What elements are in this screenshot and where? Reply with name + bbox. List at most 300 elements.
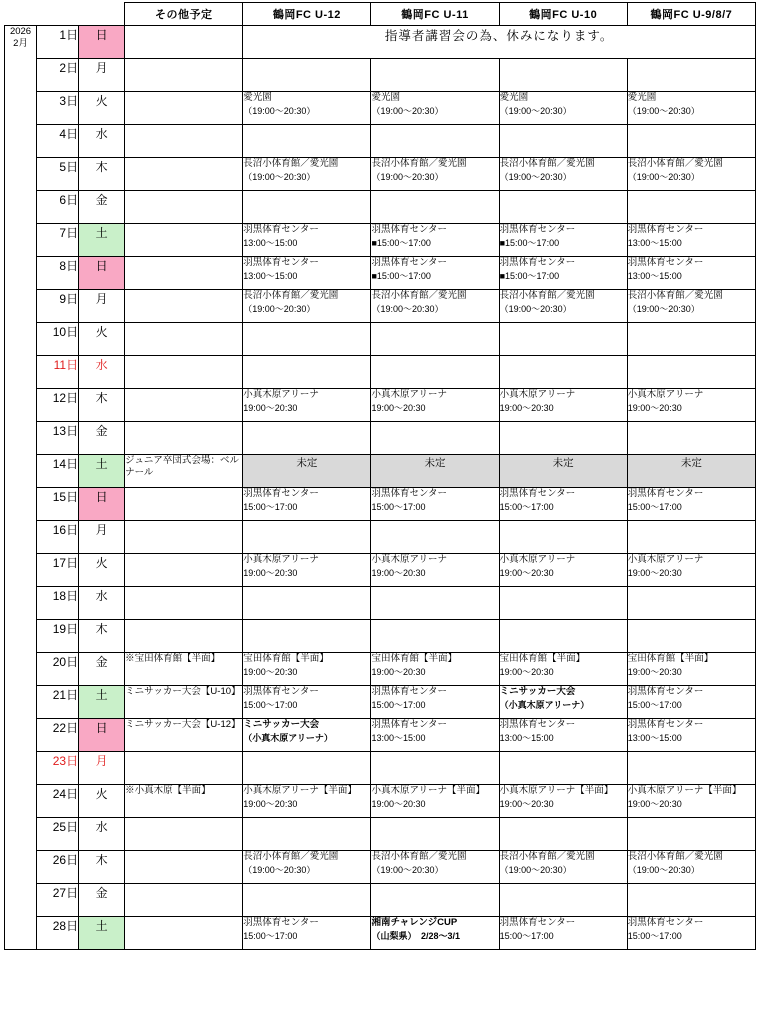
day-number: 21日 <box>37 686 79 719</box>
event-venue: 長沼小体育館／愛光園 <box>243 290 339 301</box>
event-cell[interactable] <box>371 290 499 323</box>
event-venue: 小真木原アリーナ <box>499 389 576 400</box>
day-of-week: 日 <box>79 26 125 59</box>
day-of-week: 火 <box>79 785 125 818</box>
day-number: 16日 <box>37 521 79 554</box>
event-cell[interactable] <box>627 224 755 257</box>
event-cell[interactable] <box>371 356 499 389</box>
day-of-week: 日 <box>79 719 125 752</box>
event-time: （19:00～20:30） <box>243 864 316 875</box>
calendar-sheet <box>0 2 760 1026</box>
event-cell[interactable] <box>243 191 371 224</box>
event-cell[interactable] <box>371 59 499 92</box>
schedule-table <box>4 2 756 950</box>
column-header-team-1: 鶴岡FC U-12 <box>243 3 371 26</box>
table-header-row <box>5 3 756 26</box>
other-schedule-line: ジュニア卒団式 <box>125 455 192 466</box>
event-time: ■15:00～17:00 <box>499 270 560 281</box>
event-cell[interactable] <box>243 719 371 752</box>
other-schedule-cell[interactable] <box>125 92 243 125</box>
event-cell[interactable] <box>627 818 755 851</box>
event-venue: 小真木原アリーナ【半面】 <box>243 785 357 796</box>
undecided-cell[interactable]: 未定 <box>499 455 627 488</box>
event-cell[interactable] <box>371 554 499 587</box>
other-schedule-cell[interactable] <box>125 488 243 521</box>
event-venue: 羽黒体育センター <box>627 917 704 928</box>
event-venue: 湘南チャレンジCUP <box>371 917 458 928</box>
event-cell[interactable] <box>499 125 627 158</box>
event-cell[interactable] <box>499 290 627 323</box>
event-cell[interactable] <box>371 752 499 785</box>
other-schedule-cell[interactable] <box>125 422 243 455</box>
day-of-week: 木 <box>79 389 125 422</box>
event-venue: 長沼小体育館／愛光園 <box>627 290 723 301</box>
event-cell[interactable] <box>499 323 627 356</box>
day-number: 13日 <box>37 422 79 455</box>
event-cell[interactable] <box>499 785 627 818</box>
day-of-week: 月 <box>79 752 125 785</box>
event-venue: 羽黒体育センター <box>243 917 319 928</box>
event-time: （19:00～20:30） <box>371 105 444 116</box>
event-cell[interactable] <box>627 323 755 356</box>
other-schedule-line: ミニサッカー大会【U-10】 <box>125 686 241 697</box>
event-cell[interactable] <box>371 818 499 851</box>
event-cell[interactable] <box>627 620 755 653</box>
event-time: 19:00～20:30 <box>499 666 554 677</box>
event-time: ■15:00～17:00 <box>499 237 560 248</box>
event-cell[interactable] <box>371 224 499 257</box>
other-schedule-cell[interactable] <box>125 521 243 554</box>
event-cell[interactable] <box>627 356 755 389</box>
corner-blank-day <box>37 3 79 26</box>
event-time: （19:00～20:30） <box>627 864 700 875</box>
day-number: 26日 <box>37 851 79 884</box>
event-cell[interactable] <box>243 488 371 521</box>
event-time: 19:00～20:30 <box>627 402 682 413</box>
event-time: （19:00～20:30） <box>243 105 316 116</box>
event-cell[interactable] <box>243 851 371 884</box>
day-number: 14日 <box>37 455 79 488</box>
event-cell[interactable] <box>371 785 499 818</box>
column-header-team-3: 鶴岡FC U-10 <box>499 3 627 26</box>
event-venue: 羽黒体育センター <box>499 917 576 928</box>
event-time: 19:00～20:30 <box>243 798 298 809</box>
event-venue: 羽黒体育センター <box>627 257 704 268</box>
day-number: 10日 <box>37 323 79 356</box>
table-row <box>5 653 756 686</box>
event-cell[interactable] <box>243 224 371 257</box>
other-schedule-line: ※小真木原【半面】 <box>125 785 211 796</box>
day-of-week: 水 <box>79 818 125 851</box>
event-time: ■15:00～17:00 <box>371 237 431 248</box>
event-cell[interactable] <box>371 686 499 719</box>
event-venue: 長沼小体育館／愛光園 <box>499 851 595 862</box>
day-number: 23日 <box>37 752 79 785</box>
event-cell[interactable] <box>627 59 755 92</box>
event-venue: 長沼小体育館／愛光園 <box>371 158 467 169</box>
table-row <box>5 587 756 620</box>
day-of-week: 月 <box>79 59 125 92</box>
event-venue: 羽黒体育センター <box>243 224 319 235</box>
other-schedule-cell[interactable] <box>125 125 243 158</box>
event-venue: 羽黒体育センター <box>371 257 448 268</box>
table-row <box>5 257 756 290</box>
event-time: 15:00～17:00 <box>243 501 298 512</box>
event-cell[interactable] <box>243 257 371 290</box>
event-cell[interactable] <box>499 587 627 620</box>
event-cell[interactable] <box>627 752 755 785</box>
event-venue: ミニサッカー大会 <box>499 686 576 697</box>
table-row <box>5 92 756 125</box>
event-cell[interactable] <box>627 92 755 125</box>
table-row <box>5 851 756 884</box>
event-cell[interactable] <box>371 257 499 290</box>
day-of-week: 月 <box>79 290 125 323</box>
event-time: （19:00～20:30） <box>371 171 444 182</box>
table-row <box>5 224 756 257</box>
event-time: 15:00～17:00 <box>627 930 682 941</box>
other-schedule-line: ミニサッカー大会【U-12】 <box>125 719 241 730</box>
event-cell[interactable] <box>627 125 755 158</box>
event-cell[interactable] <box>243 818 371 851</box>
event-time: 15:00～17:00 <box>243 699 298 710</box>
event-cell[interactable] <box>499 686 627 719</box>
event-venue: 長沼小体育館／愛光園 <box>499 158 595 169</box>
event-venue: 小真木原アリーナ【半面】 <box>371 785 486 796</box>
event-venue: 長沼小体育館／愛光園 <box>627 158 723 169</box>
event-cell[interactable] <box>627 587 755 620</box>
other-schedule-cell[interactable] <box>125 785 243 818</box>
event-venue: 小真木原アリーナ <box>499 554 576 565</box>
event-time: 13:00～15:00 <box>243 237 298 248</box>
undecided-cell[interactable]: 未定 <box>243 455 371 488</box>
day-of-week: 金 <box>79 191 125 224</box>
event-cell[interactable] <box>499 719 627 752</box>
event-time: 19:00～20:30 <box>371 402 426 413</box>
other-schedule-line: ※宝田体育館【半面】 <box>125 653 221 664</box>
day-number: 5日 <box>37 158 79 191</box>
day-of-week: 土 <box>79 917 125 950</box>
event-cell[interactable] <box>371 125 499 158</box>
event-cell[interactable] <box>243 653 371 686</box>
event-cell[interactable] <box>243 59 371 92</box>
event-venue: 羽黒体育センター <box>243 686 319 697</box>
event-cell[interactable] <box>499 884 627 917</box>
table-row <box>5 455 756 488</box>
event-venue: 宝田体育館【半面】 <box>627 653 714 664</box>
other-schedule-cell[interactable] <box>125 884 243 917</box>
event-cell[interactable] <box>627 719 755 752</box>
other-schedule-cell[interactable] <box>125 653 243 686</box>
event-cell[interactable] <box>499 917 627 950</box>
event-venue: 羽黒体育センター <box>627 488 704 499</box>
event-venue: 小真木原アリーナ【半面】 <box>499 785 614 796</box>
table-row <box>5 26 756 59</box>
event-cell[interactable] <box>371 323 499 356</box>
event-venue: 愛光園 <box>627 92 657 103</box>
event-venue: 羽黒体育センター <box>371 488 448 499</box>
event-cell[interactable] <box>371 884 499 917</box>
undecided-cell[interactable]: 未定 <box>371 455 499 488</box>
event-cell[interactable] <box>371 653 499 686</box>
event-cell[interactable] <box>499 488 627 521</box>
notice-cell: 指導者講習会の為、休みになります。 <box>243 26 756 59</box>
event-venue: 宝田体育館【半面】 <box>499 653 586 664</box>
event-cell[interactable] <box>627 554 755 587</box>
day-of-week: 水 <box>79 356 125 389</box>
event-time: （19:00～20:30） <box>499 864 572 875</box>
event-venue: 愛光園 <box>499 92 529 103</box>
day-number: 28日 <box>37 917 79 950</box>
event-cell[interactable] <box>371 422 499 455</box>
other-schedule-cell[interactable] <box>125 224 243 257</box>
day-number: 7日 <box>37 224 79 257</box>
day-of-week: 水 <box>79 125 125 158</box>
other-schedule-cell[interactable] <box>125 752 243 785</box>
event-time: 13:00～15:00 <box>243 270 298 281</box>
other-schedule-cell[interactable] <box>125 719 243 752</box>
event-cell[interactable] <box>499 752 627 785</box>
event-venue: 羽黒体育センター <box>499 719 576 730</box>
event-time: 15:00～17:00 <box>499 501 554 512</box>
event-venue: 小真木原アリーナ <box>371 554 448 565</box>
event-venue: 羽黒体育センター <box>499 488 576 499</box>
event-cell[interactable] <box>499 422 627 455</box>
event-venue: 小真木原アリーナ【半面】 <box>627 785 742 796</box>
event-time: 19:00～20:30 <box>371 666 426 677</box>
event-venue: 羽黒体育センター <box>371 686 448 697</box>
event-time: 19:00～20:30 <box>243 402 298 413</box>
event-cell[interactable] <box>627 158 755 191</box>
event-time: 19:00～20:30 <box>627 798 682 809</box>
event-venue: 宝田体育館【半面】 <box>243 653 329 664</box>
event-venue: 長沼小体育館／愛光園 <box>499 290 595 301</box>
event-cell[interactable] <box>627 257 755 290</box>
event-venue: 羽黒体育センター <box>627 686 704 697</box>
event-cell[interactable] <box>499 224 627 257</box>
event-time: （山梨県） 2/28～3/1 <box>371 930 460 941</box>
other-schedule-cell[interactable] <box>125 290 243 323</box>
event-cell[interactable] <box>627 851 755 884</box>
table-row <box>5 818 756 851</box>
event-time: 19:00～20:30 <box>499 567 554 578</box>
day-number: 12日 <box>37 389 79 422</box>
event-cell[interactable] <box>499 554 627 587</box>
event-cell[interactable] <box>243 92 371 125</box>
other-schedule-cell[interactable] <box>125 587 243 620</box>
event-cell[interactable] <box>243 587 371 620</box>
event-cell[interactable] <box>371 620 499 653</box>
other-schedule-cell[interactable] <box>125 686 243 719</box>
event-cell[interactable] <box>243 686 371 719</box>
other-schedule-cell[interactable] <box>125 917 243 950</box>
other-schedule-cell[interactable] <box>125 158 243 191</box>
day-number: 6日 <box>37 191 79 224</box>
event-cell[interactable] <box>243 158 371 191</box>
event-time: （19:00～20:30） <box>627 303 700 314</box>
event-cell[interactable] <box>371 158 499 191</box>
event-cell[interactable] <box>243 554 371 587</box>
event-venue: 小真木原アリーナ <box>243 389 319 400</box>
table-row <box>5 554 756 587</box>
event-time: 13:00～15:00 <box>499 732 554 743</box>
day-number: 15日 <box>37 488 79 521</box>
event-cell[interactable] <box>499 158 627 191</box>
other-schedule-cell[interactable] <box>125 389 243 422</box>
event-cell[interactable] <box>243 422 371 455</box>
event-cell[interactable] <box>243 125 371 158</box>
other-schedule-cell[interactable] <box>125 851 243 884</box>
event-cell[interactable] <box>243 290 371 323</box>
table-row <box>5 752 756 785</box>
event-time: 19:00～20:30 <box>243 567 298 578</box>
event-cell[interactable] <box>243 521 371 554</box>
event-venue: 羽黒体育センター <box>371 224 448 235</box>
table-row <box>5 356 756 389</box>
event-venue: 小真木原アリーナ <box>243 554 319 565</box>
event-cell[interactable] <box>627 488 755 521</box>
table-row <box>5 59 756 92</box>
table-row <box>5 785 756 818</box>
other-schedule-cell[interactable] <box>125 455 243 488</box>
event-cell[interactable] <box>499 521 627 554</box>
day-of-week: 火 <box>79 554 125 587</box>
event-cell[interactable] <box>627 422 755 455</box>
table-row <box>5 323 756 356</box>
other-schedule-cell[interactable] <box>125 818 243 851</box>
event-cell[interactable] <box>499 191 627 224</box>
event-cell[interactable] <box>627 686 755 719</box>
event-cell[interactable] <box>243 620 371 653</box>
event-time: 19:00～20:30 <box>499 402 554 413</box>
event-cell[interactable] <box>243 785 371 818</box>
event-cell[interactable] <box>371 719 499 752</box>
event-time: 15:00～17:00 <box>371 699 426 710</box>
event-time: （19:00～20:30） <box>243 171 316 182</box>
event-cell[interactable] <box>371 917 499 950</box>
undecided-cell[interactable]: 未定 <box>627 455 755 488</box>
event-cell[interactable] <box>499 356 627 389</box>
other-schedule-cell[interactable] <box>125 257 243 290</box>
event-time: 19:00～20:30 <box>371 567 426 578</box>
event-cell[interactable] <box>499 653 627 686</box>
event-cell[interactable] <box>627 521 755 554</box>
event-time: （19:00～20:30） <box>371 864 444 875</box>
other-schedule-line: 会場：ベルナール <box>125 455 239 479</box>
event-cell[interactable] <box>499 59 627 92</box>
event-cell[interactable] <box>243 884 371 917</box>
event-cell[interactable] <box>499 620 627 653</box>
event-cell[interactable] <box>627 653 755 686</box>
table-row <box>5 719 756 752</box>
corner-blank-month <box>5 3 37 26</box>
table-row <box>5 917 756 950</box>
day-of-week: 土 <box>79 686 125 719</box>
event-cell[interactable] <box>243 752 371 785</box>
event-cell[interactable] <box>371 851 499 884</box>
day-number: 2日 <box>37 59 79 92</box>
table-row <box>5 125 756 158</box>
schedule-body <box>5 3 756 950</box>
column-header-team-4: 鶴岡FC U-9/8/7 <box>627 3 755 26</box>
event-cell[interactable] <box>627 191 755 224</box>
event-venue: 羽黒体育センター <box>499 224 576 235</box>
other-schedule-cell[interactable] <box>125 356 243 389</box>
event-venue: ミニサッカー大会 <box>243 719 320 730</box>
table-row <box>5 191 756 224</box>
event-venue: 長沼小体育館／愛光園 <box>243 158 339 169</box>
event-cell[interactable] <box>243 389 371 422</box>
event-cell[interactable] <box>371 191 499 224</box>
event-time: （19:00～20:30） <box>499 303 572 314</box>
table-row <box>5 884 756 917</box>
other-schedule-cell[interactable] <box>125 620 243 653</box>
day-of-week: 金 <box>79 884 125 917</box>
table-row <box>5 422 756 455</box>
day-number: 27日 <box>37 884 79 917</box>
month-label-year: 2026 <box>9 26 32 37</box>
event-cell[interactable] <box>371 587 499 620</box>
event-time: ■15:00～17:00 <box>371 270 431 281</box>
event-cell[interactable] <box>243 917 371 950</box>
day-number: 3日 <box>37 92 79 125</box>
event-cell[interactable] <box>499 851 627 884</box>
day-of-week: 木 <box>79 158 125 191</box>
table-row <box>5 686 756 719</box>
event-time: （19:00～20:30） <box>371 303 444 314</box>
other-schedule-cell[interactable] <box>125 26 243 59</box>
day-of-week: 土 <box>79 455 125 488</box>
event-cell[interactable] <box>243 356 371 389</box>
table-row <box>5 521 756 554</box>
event-cell[interactable] <box>371 521 499 554</box>
other-schedule-cell[interactable] <box>125 191 243 224</box>
table-row <box>5 389 756 422</box>
event-time: 19:00～20:30 <box>243 666 298 677</box>
event-time: 19:00～20:30 <box>627 567 682 578</box>
other-schedule-cell[interactable] <box>125 59 243 92</box>
event-time: （小真木原アリーナ） <box>499 699 590 710</box>
event-venue: 愛光園 <box>371 92 400 103</box>
day-of-week: 土 <box>79 224 125 257</box>
event-cell[interactable] <box>499 818 627 851</box>
table-row <box>5 290 756 323</box>
event-cell[interactable] <box>627 290 755 323</box>
event-time: 19:00～20:30 <box>627 666 682 677</box>
event-cell[interactable] <box>499 389 627 422</box>
event-cell[interactable] <box>499 92 627 125</box>
event-cell[interactable] <box>371 488 499 521</box>
event-venue: 長沼小体育館／愛光園 <box>371 290 467 301</box>
event-time: 19:00～20:30 <box>499 798 554 809</box>
day-of-week: 木 <box>79 620 125 653</box>
table-row <box>5 488 756 521</box>
other-schedule-cell[interactable] <box>125 323 243 356</box>
event-cell[interactable] <box>627 389 755 422</box>
day-number: 18日 <box>37 587 79 620</box>
event-cell[interactable] <box>371 92 499 125</box>
event-cell[interactable] <box>627 917 755 950</box>
day-number: 4日 <box>37 125 79 158</box>
event-cell[interactable] <box>627 884 755 917</box>
event-cell[interactable] <box>627 785 755 818</box>
event-cell[interactable] <box>499 257 627 290</box>
event-cell[interactable] <box>371 389 499 422</box>
other-schedule-cell[interactable] <box>125 554 243 587</box>
day-of-week: 金 <box>79 653 125 686</box>
event-time: 19:00～20:30 <box>371 798 426 809</box>
event-cell[interactable] <box>243 323 371 356</box>
